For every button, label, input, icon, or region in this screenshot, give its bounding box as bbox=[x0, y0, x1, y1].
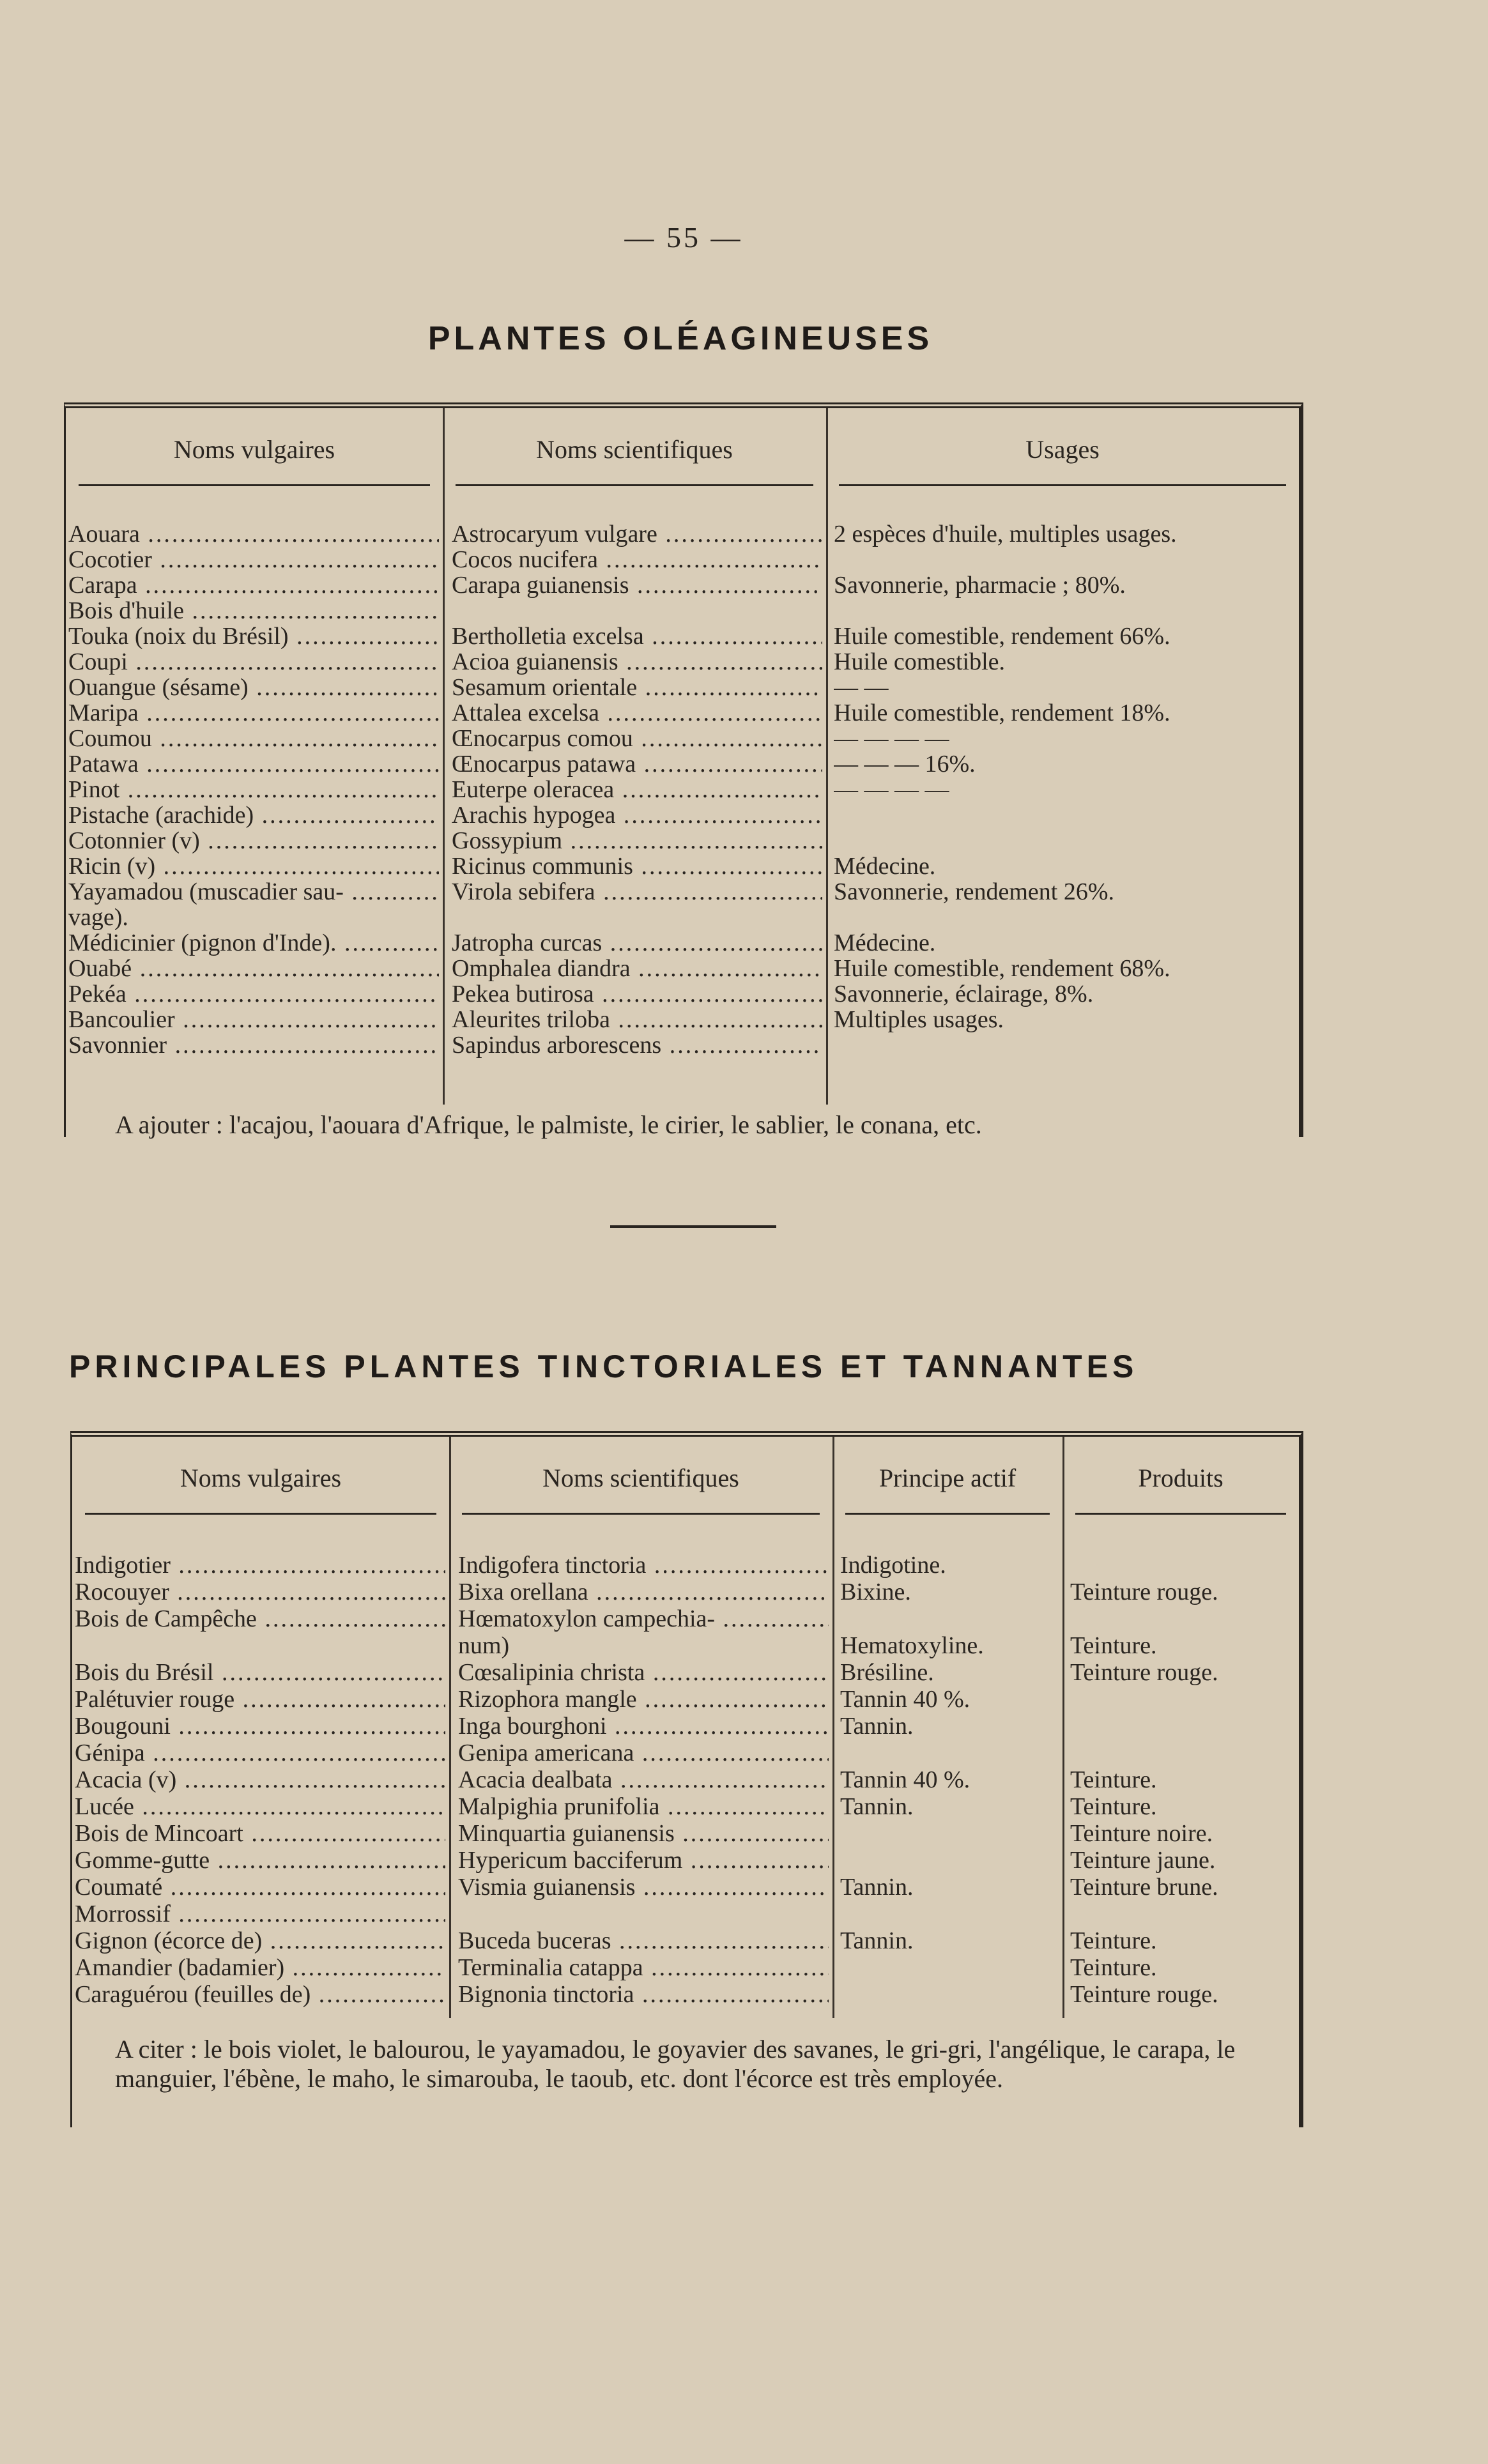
cell-usage-text: Huile comestible. bbox=[834, 650, 1006, 675]
cell-usage bbox=[834, 956, 1294, 981]
header-common-name: Noms vulgaires bbox=[66, 408, 443, 490]
cell-common-name-text: Touka (noix du Brésil) bbox=[68, 624, 289, 649]
cell-product-text: Teinture rouge. bbox=[1070, 1660, 1218, 1685]
table-row bbox=[66, 599, 1299, 624]
cell-scientific-name bbox=[452, 956, 822, 981]
cell-common-name-text: Amandier (badamier) bbox=[75, 1955, 285, 1980]
cell-scientific-name bbox=[452, 829, 822, 853]
cell-product bbox=[1070, 1768, 1300, 1793]
cell-common-name bbox=[68, 1007, 439, 1032]
table-row bbox=[72, 1687, 1299, 1714]
cell-scientific-name bbox=[458, 1741, 829, 1766]
table-row bbox=[72, 1741, 1299, 1768]
cell-scientific-name bbox=[452, 931, 822, 956]
cell-common-name bbox=[68, 905, 439, 930]
cell-scientific-name bbox=[452, 650, 822, 675]
cell-common-name bbox=[75, 1902, 445, 1927]
cell-common-name-text: Patawa bbox=[68, 752, 139, 777]
cell-scientific-name bbox=[452, 624, 822, 649]
cell-scientific-name-text: Carapa guianensis bbox=[452, 573, 629, 598]
cell-common-name-text: Rocouyer bbox=[75, 1580, 169, 1605]
cell-product bbox=[1070, 1660, 1300, 1685]
cell-scientific-name-text: Acacia dealbata bbox=[458, 1768, 613, 1793]
cell-common-name bbox=[68, 956, 439, 981]
cell-usage bbox=[834, 982, 1294, 1007]
cell-product-text: Teinture noire. bbox=[1070, 1821, 1213, 1846]
cell-usage-text: Huile comestible, rendement 68%. bbox=[834, 956, 1170, 981]
cell-scientific-name-text: Inga bourghoni bbox=[458, 1714, 607, 1739]
table-row bbox=[66, 1033, 1299, 1059]
cell-common-name-text: Bancoulier bbox=[68, 1007, 175, 1032]
cell-active-principle-text: Tannin. bbox=[840, 1875, 914, 1900]
cell-scientific-name-text: Rizophora mangle bbox=[458, 1687, 637, 1712]
cell-scientific-name-text: Gossypium bbox=[452, 829, 563, 853]
cell-common-name bbox=[68, 854, 439, 879]
cell-usage bbox=[834, 1007, 1294, 1032]
table-row bbox=[66, 777, 1299, 803]
cell-scientific-name bbox=[452, 547, 822, 572]
cell-active-principle bbox=[840, 1929, 1061, 1954]
cell-active-principle bbox=[840, 1794, 1061, 1819]
cell-scientific-name-text: num) bbox=[458, 1634, 510, 1658]
cell-scientific-name bbox=[452, 1007, 822, 1032]
cell-scientific-name bbox=[458, 1848, 829, 1873]
cell-scientific-name-text: Bixa orellana bbox=[458, 1580, 588, 1605]
table-row bbox=[72, 1875, 1299, 1902]
cell-active-principle-text: Tannin. bbox=[840, 1929, 914, 1954]
cell-scientific-name-text: Omphalea diandra bbox=[452, 956, 631, 981]
cell-common-name-text: Bois du Brésil bbox=[75, 1660, 214, 1685]
cell-usage-text: Huile comestible, rendement 66%. bbox=[834, 624, 1170, 649]
table-row bbox=[72, 1955, 1299, 1982]
cell-scientific-name-text: Euterpe oleracea bbox=[452, 777, 615, 802]
cell-usage bbox=[834, 726, 1294, 751]
cell-product bbox=[1070, 1982, 1300, 2007]
table-row bbox=[66, 854, 1299, 880]
table-row bbox=[66, 522, 1299, 547]
cell-active-principle bbox=[840, 1580, 1061, 1605]
cell-common-name-text: Bougouni bbox=[75, 1714, 171, 1739]
cell-common-name bbox=[68, 599, 439, 624]
cell-common-name bbox=[68, 650, 439, 675]
table-row bbox=[66, 573, 1299, 599]
cell-common-name bbox=[75, 1794, 445, 1819]
cell-common-name-text: Pekéa bbox=[68, 982, 127, 1007]
table-row bbox=[66, 650, 1299, 675]
cell-common-name-text: Cocotier bbox=[68, 547, 152, 572]
cell-scientific-name-text: Aleurites triloba bbox=[452, 1007, 610, 1032]
cell-scientific-name bbox=[452, 1033, 822, 1058]
cell-common-name bbox=[68, 701, 439, 726]
cell-common-name bbox=[75, 1741, 445, 1766]
cell-common-name-text: Coupi bbox=[68, 650, 128, 675]
cell-common-name bbox=[68, 726, 439, 751]
cell-common-name bbox=[68, 522, 439, 547]
cell-usage-text: — — bbox=[834, 675, 889, 700]
cell-common-name-text: Génipa bbox=[75, 1741, 145, 1766]
cell-common-name bbox=[75, 1875, 445, 1900]
cell-scientific-name-text: Bignonia tinctoria bbox=[458, 1982, 634, 2007]
cell-usage bbox=[834, 650, 1294, 675]
cell-active-principle bbox=[840, 1714, 1061, 1739]
cell-scientific-name bbox=[452, 701, 822, 726]
cell-scientific-name-text: Malpighia prunifolia bbox=[458, 1794, 660, 1819]
cell-usage-text: Médecine. bbox=[834, 854, 936, 879]
cell-product-text: Teinture rouge. bbox=[1070, 1580, 1218, 1605]
cell-usage bbox=[834, 675, 1294, 700]
cell-active-principle-text: Hematoxyline. bbox=[840, 1634, 984, 1658]
cell-usage bbox=[834, 854, 1294, 879]
cell-scientific-name bbox=[458, 1821, 829, 1846]
cell-active-principle-text: Tannin 40 %. bbox=[840, 1687, 970, 1712]
cell-scientific-name bbox=[452, 880, 822, 905]
cell-common-name-text: Ricin (v) bbox=[68, 854, 156, 879]
cell-usage-text: — — — — bbox=[834, 726, 949, 751]
cell-scientific-name-text: Vismia guianensis bbox=[458, 1875, 636, 1900]
table-row bbox=[72, 1634, 1299, 1660]
cell-scientific-name-text: Hœmatoxylon campechia- bbox=[458, 1607, 716, 1632]
cell-common-name bbox=[68, 829, 439, 853]
table-row bbox=[66, 624, 1299, 650]
cell-product bbox=[1070, 1955, 1300, 1980]
table-row bbox=[66, 956, 1299, 982]
header-active-principle: Principe actif bbox=[832, 1437, 1062, 1519]
cell-common-name-text: Coumou bbox=[68, 726, 152, 751]
cell-usage-text: Savonnerie, pharmacie ; 80%. bbox=[834, 573, 1126, 598]
cell-active-principle-text: Bixine. bbox=[840, 1580, 911, 1605]
cell-common-name bbox=[68, 931, 439, 956]
cell-scientific-name bbox=[458, 1660, 829, 1685]
cell-scientific-name-text: Buceda buceras bbox=[458, 1929, 611, 1954]
table-row bbox=[72, 1848, 1299, 1875]
table-row bbox=[66, 752, 1299, 777]
cell-scientific-name-text: Sapindus arborescens bbox=[452, 1033, 662, 1058]
cell-scientific-name-text: Œnocarpus comou bbox=[452, 726, 633, 751]
cell-common-name-text: Bois d'huile bbox=[68, 599, 185, 624]
cell-common-name bbox=[68, 1033, 439, 1058]
cell-common-name bbox=[75, 1714, 445, 1739]
cell-common-name-text: Aouara bbox=[68, 522, 140, 547]
cell-product bbox=[1070, 1875, 1300, 1900]
cell-scientific-name bbox=[458, 1794, 829, 1819]
cell-common-name-text: Coumaté bbox=[75, 1875, 163, 1900]
cell-product bbox=[1070, 1848, 1300, 1873]
cell-scientific-name bbox=[458, 1929, 829, 1954]
cell-common-name bbox=[75, 1821, 445, 1846]
cell-scientific-name bbox=[452, 752, 822, 777]
cell-scientific-name bbox=[452, 675, 822, 700]
cell-scientific-name-text: Hypericum bacciferum bbox=[458, 1848, 683, 1873]
cell-scientific-name bbox=[458, 1580, 829, 1605]
cell-usage-text: — — — — bbox=[834, 777, 949, 802]
cell-active-principle bbox=[840, 1768, 1061, 1793]
table-row bbox=[72, 1553, 1299, 1580]
cell-active-principle-text: Tannin. bbox=[840, 1714, 914, 1739]
cell-common-name-text: Cotonnier (v) bbox=[68, 829, 200, 853]
cell-scientific-name bbox=[452, 726, 822, 751]
table-row bbox=[66, 726, 1299, 752]
cell-active-principle-text: Tannin. bbox=[840, 1794, 914, 1819]
cell-common-name bbox=[75, 1955, 445, 1980]
cell-common-name-text: Acacia (v) bbox=[75, 1768, 177, 1793]
cell-usage bbox=[834, 880, 1294, 905]
header-scientific-name: Noms scientifiques bbox=[449, 1437, 832, 1519]
cell-usage-text: Multiples usages. bbox=[834, 1007, 1004, 1032]
cell-common-name bbox=[75, 1687, 445, 1712]
oil-plants-rows bbox=[66, 522, 1299, 1059]
header-products: Produits bbox=[1062, 1437, 1299, 1519]
cell-active-principle bbox=[840, 1634, 1061, 1658]
oil-plants-note: A ajouter : l'acajou, l'aouara d'Afrique, le palmiste, le cirier, le sablier, le conana, etc. bbox=[115, 1110, 982, 1139]
cell-common-name-text: Pistache (arachide) bbox=[68, 803, 254, 828]
cell-common-name-text: Yayamadou (muscadier sau- bbox=[68, 880, 344, 905]
cell-common-name bbox=[68, 880, 439, 905]
table-row bbox=[66, 880, 1299, 905]
cell-scientific-name-text: Minquartia guianensis bbox=[458, 1821, 675, 1846]
dye-plants-rows bbox=[72, 1553, 1299, 2009]
cell-usage bbox=[834, 522, 1294, 547]
header-common-name: Noms vulgaires bbox=[72, 1437, 449, 1519]
table-row bbox=[66, 675, 1299, 701]
cell-usage bbox=[834, 573, 1294, 598]
cell-scientific-name-text: Ricinus communis bbox=[452, 854, 633, 879]
cell-active-principle-text: Brésiline. bbox=[840, 1660, 934, 1685]
cell-common-name bbox=[75, 1768, 445, 1793]
cell-scientific-name-text: Bertholletia excelsa bbox=[452, 624, 644, 649]
oil-plants-header-row bbox=[66, 408, 1299, 490]
cell-common-name bbox=[75, 1553, 445, 1578]
cell-scientific-name bbox=[458, 1982, 829, 2007]
oil-plants-title: PLANTES OLÉAGINEUSES bbox=[427, 320, 933, 357]
cell-scientific-name-text: Genipa americana bbox=[458, 1741, 634, 1766]
cell-common-name-text: Indigotier bbox=[75, 1553, 171, 1578]
cell-common-name-text: Gignon (écorce de) bbox=[75, 1929, 263, 1954]
cell-scientific-name-text: Virola sebifera bbox=[452, 880, 595, 905]
table-row bbox=[66, 701, 1299, 726]
cell-common-name-text: Maripa bbox=[68, 701, 139, 726]
cell-scientific-name bbox=[458, 1607, 829, 1632]
cell-product-text: Teinture. bbox=[1070, 1955, 1157, 1980]
cell-active-principle bbox=[840, 1660, 1061, 1685]
cell-scientific-name bbox=[458, 1955, 829, 1980]
table-row bbox=[66, 829, 1299, 854]
cell-common-name-text: Caraguérou (feuilles de) bbox=[75, 1982, 311, 2007]
cell-common-name bbox=[68, 803, 439, 828]
table-row bbox=[72, 1580, 1299, 1607]
cell-product bbox=[1070, 1634, 1300, 1658]
cell-product-text: Teinture rouge. bbox=[1070, 1982, 1218, 2007]
section-divider bbox=[610, 1225, 776, 1228]
cell-scientific-name bbox=[452, 854, 822, 879]
cell-common-name bbox=[68, 675, 439, 700]
cell-common-name-text: Lucée bbox=[75, 1794, 134, 1819]
cell-active-principle-text: Indigotine. bbox=[840, 1553, 946, 1578]
cell-usage-text: Savonnerie, rendement 26%. bbox=[834, 880, 1114, 905]
cell-active-principle bbox=[840, 1553, 1061, 1578]
dye-plants-title: PRINCIPALES PLANTES TINCTORIALES ET TANNANTES bbox=[69, 1349, 1139, 1384]
cell-common-name-text: Bois de Campêche bbox=[75, 1607, 257, 1632]
cell-product bbox=[1070, 1821, 1300, 1846]
cell-scientific-name-text: Cœsalipinia christa bbox=[458, 1660, 645, 1685]
cell-scientific-name-text: Terminalia catappa bbox=[458, 1955, 643, 1980]
cell-scientific-name bbox=[458, 1714, 829, 1739]
cell-scientific-name-text: Arachis hypogea bbox=[452, 803, 616, 828]
cell-common-name-text: vage). bbox=[68, 905, 128, 930]
cell-common-name-text: Carapa bbox=[68, 573, 137, 598]
cell-product-text: Teinture. bbox=[1070, 1768, 1157, 1793]
cell-scientific-name-text: Sesamum orientale bbox=[452, 675, 638, 700]
cell-common-name bbox=[68, 752, 439, 777]
cell-common-name-text: Savonnier bbox=[68, 1033, 167, 1058]
cell-common-name bbox=[75, 1982, 445, 2007]
dye-plants-note: A citer : le bois violet, le balourou, le yayamadou, le goyavier des savanes, le gri-gri, l'angélique, le carapa, le manguier, l'ébène, le maho, le simarouba, le taoub, etc. dont l'écorce est très employée. bbox=[115, 2035, 1236, 2093]
cell-common-name bbox=[68, 624, 439, 649]
page-number: — 55 — bbox=[624, 221, 743, 254]
cell-common-name bbox=[68, 573, 439, 598]
cell-usage-text: 2 espèces d'huile, multiples usages. bbox=[834, 522, 1177, 547]
cell-common-name-text: Ouangue (sésame) bbox=[68, 675, 249, 700]
cell-active-principle bbox=[840, 1687, 1061, 1712]
cell-usage bbox=[834, 624, 1294, 649]
cell-common-name bbox=[75, 1848, 445, 1873]
cell-scientific-name bbox=[458, 1768, 829, 1793]
cell-common-name bbox=[75, 1660, 445, 1685]
cell-common-name-text: Médicinier (pignon d'Inde). bbox=[68, 931, 337, 956]
cell-scientific-name bbox=[452, 573, 822, 598]
table-row bbox=[66, 905, 1299, 931]
cell-common-name bbox=[68, 777, 439, 802]
table-row bbox=[66, 547, 1299, 573]
table-row bbox=[72, 1902, 1299, 1929]
cell-product-text: Teinture. bbox=[1070, 1929, 1157, 1954]
table-row bbox=[66, 1007, 1299, 1033]
cell-scientific-name-text: Jatropha curcas bbox=[452, 931, 602, 956]
cell-scientific-name bbox=[452, 777, 822, 802]
cell-scientific-name-text: Indigofera tinctoria bbox=[458, 1553, 647, 1578]
oil-plants-table bbox=[64, 402, 1303, 1137]
table-row bbox=[72, 1714, 1299, 1741]
cell-common-name-text: Pinot bbox=[68, 777, 120, 802]
cell-common-name bbox=[75, 1929, 445, 1954]
cell-scientific-name bbox=[458, 1687, 829, 1712]
cell-usage-text: Médecine. bbox=[834, 931, 936, 956]
dye-plants-table bbox=[70, 1431, 1303, 2127]
cell-scientific-name bbox=[458, 1634, 829, 1658]
cell-scientific-name-text: Astrocaryum vulgare bbox=[452, 522, 657, 547]
cell-product-text: Teinture brune. bbox=[1070, 1875, 1218, 1900]
cell-usage bbox=[834, 701, 1294, 726]
table-row bbox=[66, 931, 1299, 956]
cell-product bbox=[1070, 1794, 1300, 1819]
cell-product-text: Teinture. bbox=[1070, 1794, 1157, 1819]
table-row bbox=[72, 1821, 1299, 1848]
cell-scientific-name bbox=[458, 1875, 829, 1900]
cell-usage bbox=[834, 752, 1294, 777]
cell-common-name-text: Morrossif bbox=[75, 1902, 171, 1927]
cell-usage-text: — — — 16%. bbox=[834, 752, 976, 777]
table-row bbox=[72, 1660, 1299, 1687]
cell-product bbox=[1070, 1929, 1300, 1954]
cell-scientific-name-text: Cocos nucifera bbox=[452, 547, 598, 572]
cell-scientific-name bbox=[452, 522, 822, 547]
cell-active-principle-text: Tannin 40 %. bbox=[840, 1768, 970, 1793]
header-usages: Usages bbox=[826, 408, 1299, 490]
cell-common-name-text: Palétuvier rouge bbox=[75, 1687, 235, 1712]
table-row bbox=[72, 1768, 1299, 1794]
cell-scientific-name-text: Attalea excelsa bbox=[452, 701, 600, 726]
cell-scientific-name-text: Acioa guianensis bbox=[452, 650, 618, 675]
table-row bbox=[72, 1982, 1299, 2009]
cell-common-name bbox=[75, 1607, 445, 1632]
cell-usage-text: Savonnerie, éclairage, 8%. bbox=[834, 982, 1094, 1007]
cell-product bbox=[1070, 1580, 1300, 1605]
cell-scientific-name bbox=[458, 1553, 829, 1578]
cell-common-name-text: Gomme-gutte bbox=[75, 1848, 210, 1873]
cell-scientific-name bbox=[452, 803, 822, 828]
table-row bbox=[72, 1929, 1299, 1955]
cell-common-name bbox=[68, 547, 439, 572]
cell-scientific-name bbox=[452, 982, 822, 1007]
cell-usage-text: Huile comestible, rendement 18%. bbox=[834, 701, 1170, 726]
header-scientific-name: Noms scientifiques bbox=[443, 408, 826, 490]
cell-scientific-name-text: Pekea butirosa bbox=[452, 982, 594, 1007]
cell-common-name-text: Ouabé bbox=[68, 956, 132, 981]
table-row bbox=[66, 982, 1299, 1007]
table-row bbox=[72, 1794, 1299, 1821]
cell-common-name bbox=[68, 982, 439, 1007]
cell-usage bbox=[834, 777, 1294, 802]
cell-common-name-text: Bois de Mincoart bbox=[75, 1821, 243, 1846]
cell-active-principle bbox=[840, 1875, 1061, 1900]
dye-plants-header-row bbox=[72, 1437, 1299, 1519]
cell-common-name bbox=[75, 1580, 445, 1605]
cell-product-text: Teinture jaune. bbox=[1070, 1848, 1216, 1873]
table-row bbox=[72, 1607, 1299, 1634]
table-row bbox=[66, 803, 1299, 829]
cell-scientific-name-text: Œnocarpus patawa bbox=[452, 752, 636, 777]
cell-usage bbox=[834, 931, 1294, 956]
cell-product-text: Teinture. bbox=[1070, 1634, 1157, 1658]
